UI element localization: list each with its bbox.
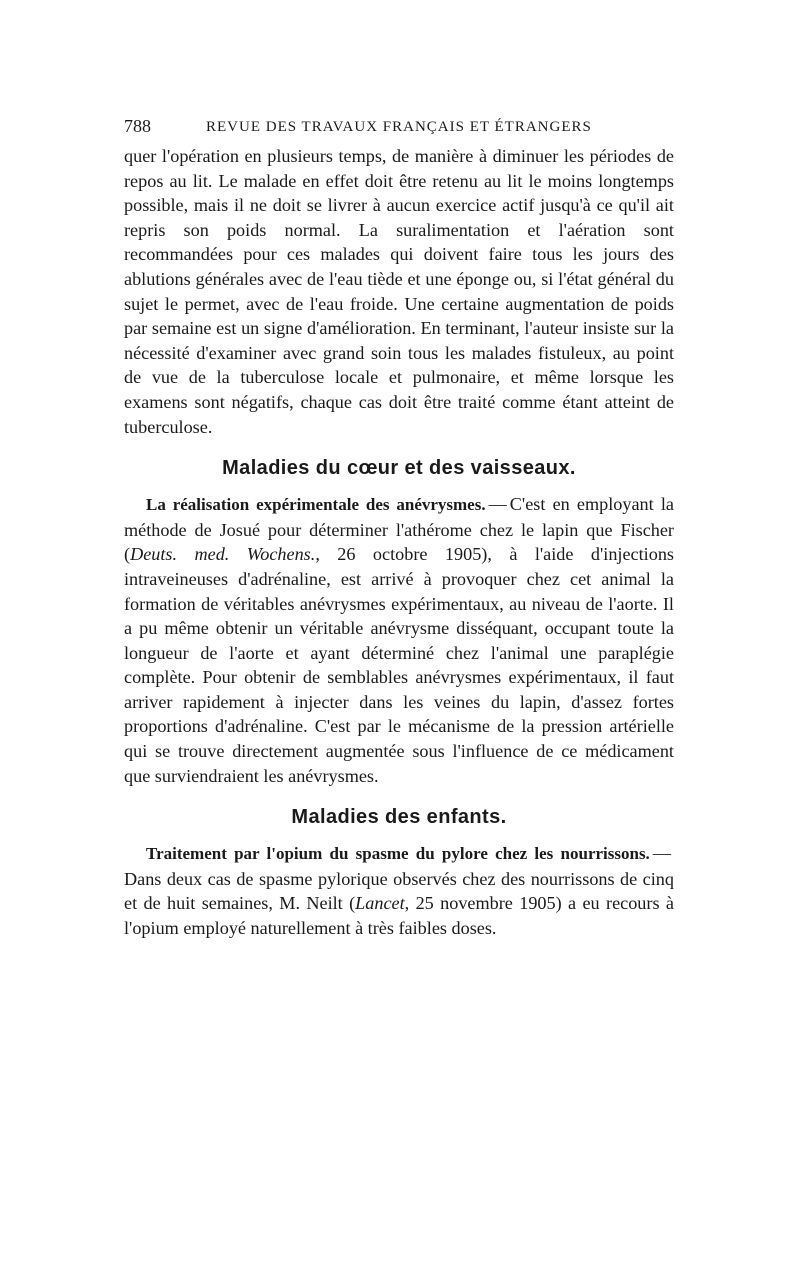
running-title: REVUE DES TRAVAUX FRANÇAIS ET ÉTRANGERS bbox=[206, 119, 592, 135]
page-number: 788 bbox=[124, 116, 151, 136]
section-heading-children: Maladies des enfants. bbox=[291, 806, 507, 829]
citation-journal: Lancet bbox=[355, 893, 405, 914]
book-page bbox=[124, 112, 674, 941]
article-pylorus bbox=[124, 841, 674, 940]
section-heading-heart: Maladies du cœur et des vaisseaux. bbox=[222, 457, 576, 480]
article-text-part-a: C'est en employant la méthode de Josué pour déterminer l'athérome chez le lapin que Fischer ( bbox=[124, 494, 674, 565]
intro-paragraph: quer l'opération en plusieurs temps, de manière à diminuer les périodes de repos au lit. Le malade en effet doit être retenu au lit le moins longtemps possible, mais il ne doit se livrer à aucun exercice actif jusqu'à ce qu'il ait repris son poids normal. La suralimentation et l'aération sont recommandées pour ces malades qui doivent faire tous les jours des ablutions générales avec de l'eau tiède et une éponge ou, si l'état général du sujet le permet, avec de l'eau froide. Une certaine augmentation de poids par semaine est un signe d'amélioration. En terminant, l'auteur insiste sur la nécessité d'examiner avec grand soin tous les malades fistuleux, au point de vue de la tuberculose locale et pulmonaire, et même lorsque les examens sont négatifs, chaque cas doit être traité comme étant atteint de tuberculose. bbox=[124, 146, 674, 437]
article-text-part-b: , 25 novembre 1905) a eu recours à l'opium employé naturellement à très faibles doses. bbox=[124, 893, 674, 939]
citation-journal: Deuts. med. Wochens. bbox=[130, 544, 316, 565]
em-dash: — bbox=[652, 843, 671, 864]
em-dash: — bbox=[488, 494, 507, 515]
article-title-aneurysms: La réalisation expérimentale des anévrysmes. bbox=[146, 495, 486, 515]
article-title-pylorus: Traitement par l'opium du spasme du pylore chez les nourrissons. bbox=[146, 844, 650, 864]
article-aneurysms bbox=[124, 492, 674, 788]
running-header bbox=[124, 112, 674, 144]
article-text-part-a: Dans deux cas de spasme pylorique observés chez des nourrissons de cinq et de huit semaines, M. Neilt ( bbox=[124, 868, 674, 914]
article-text-part-b: , 26 octobre 1905), à l'aide d'injections intraveineuses d'adrénaline, est arrivé à provoquer chez cet animal la formation de véritables anévrysmes expérimentaux, au niveau de l'aorte. Il a pu même obtenir un véritable anévrysme disséquant, occupant toute la longueur de l'aorte et ayant déterminé chez l'animal une paraplégie complète. Pour obtenir de semblables anévrysmes expérimentaux, il faut arriver rapidement à injecter dans les veines du lapin, d'assez fortes proportions d'adrénaline. C'est par le mécanisme de la pression artérielle qui se trouve directement augmentée sous l'influence de ce médicament que surviendraient les anévrysmes. bbox=[124, 544, 675, 786]
